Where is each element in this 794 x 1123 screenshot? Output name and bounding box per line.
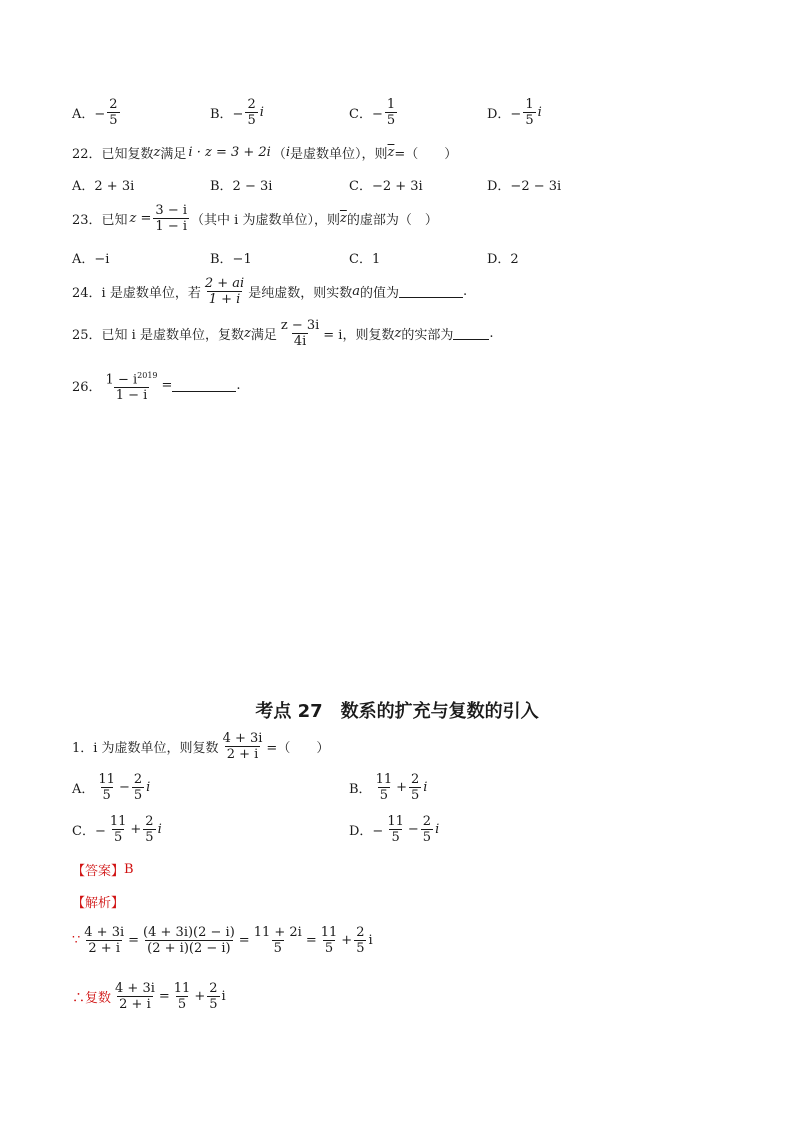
answer-blank[interactable] — [399, 285, 463, 298]
q23-option-d: D．2 — [487, 252, 519, 267]
q22-option-d: D．−2 − 3i — [487, 179, 562, 194]
q23-option-b: B．−1 — [210, 252, 252, 267]
fraction: $\frac{2}{5}$ — [109, 97, 118, 128]
fraction: $\frac{1}{5}$ — [525, 97, 534, 128]
question-25: 25．已知 i 是虚数单位，复数 z 满足 $\frac{z - 3i}{4i}$ = i，则复数 z 的实部为 . — [72, 318, 494, 349]
z-conjugate: $\overline{z}$ — [339, 211, 347, 226]
q22-option-a: A．2 + 3i — [72, 179, 135, 194]
option-label: A．− — [72, 107, 106, 122]
fraction: $\frac{1}{5}$ — [386, 97, 396, 128]
fraction: $\frac{2 + ai}{1 + i}$ — [204, 276, 245, 307]
analysis-tag: 【解析】 — [72, 896, 125, 911]
analysis-derivation: ∵ $\frac{4 + 3i}{2 + i}$ = $\frac{(4 + 3i)(2 - i)}{(2 + i)(2 - i)}$ = $\frac{11 + 2i}{5}$ = $\frac{11}{5}$ + $\frac{2}{5}$ i — [72, 925, 373, 956]
answer-tag: 【答案】 — [72, 864, 125, 879]
z-conjugate: $\overline{z}$ — [387, 145, 395, 160]
q1-option-d: D．− $\frac{11}{5}$ − $\frac{2}{5}$ i — [349, 814, 440, 845]
because-symbol: ∵ — [72, 933, 81, 948]
question-22: 22．已知复数 z 满足 i · z = 3 + 2i （ i 是虚数单位），则 $\overline{z}$ =（ ） — [72, 145, 458, 162]
fraction: $\frac{3 - i}{1 - i}$ — [155, 203, 188, 234]
answer-line — [72, 860, 134, 879]
q22-option-b: B．2 − 3i — [210, 179, 273, 194]
option-label: B．− — [210, 107, 244, 122]
option-a — [72, 97, 122, 128]
answer-value: B — [124, 862, 134, 877]
q1-option-a: A． $\frac{11}{5}$ − $\frac{2}{5}$ i — [72, 772, 151, 803]
question-26: 26． $\frac{1 - i^{2019}}{1 - i}$ = . — [72, 368, 241, 403]
fraction: $\frac{z - 3i}{4i}$ — [280, 318, 320, 349]
option-c — [349, 97, 399, 128]
fraction: $\frac{2}{5}$ — [247, 97, 256, 128]
fraction: $\frac{1 - i^{2019}}{1 - i}$ — [105, 371, 158, 404]
q1-option-b: B． $\frac{11}{5}$ + $\frac{2}{5}$ i — [349, 772, 428, 803]
option-label: D．− — [487, 107, 522, 122]
option-label: C．− — [349, 107, 383, 122]
question-23: 23．已知 z = $\frac{3 - i}{1 - i}$ （其中 i 为虚数单位），则 $\overline{z}$ 的虚部为（ ） — [72, 203, 438, 234]
q23-option-c: C．1 — [349, 252, 381, 267]
question-1: 1．i 为虚数单位，则复数 $\frac{4 + 3i}{2 + i}$ =（ ） — [72, 731, 330, 762]
q23-option-a: A．−i — [72, 252, 110, 267]
option-b: B．− $\frac{2}{5}$ i — [210, 97, 264, 128]
answer-blank[interactable] — [453, 327, 489, 340]
q1-option-c: C．− $\frac{11}{5}$ + $\frac{2}{5}$ i — [72, 814, 162, 845]
answer-blank[interactable] — [172, 379, 236, 392]
analysis-conclusion: ∴复数 $\frac{4 + 3i}{2 + i}$ = $\frac{11}{5}$ + $\frac{2}{5}$ i — [72, 981, 226, 1012]
section-title: 考点 27 数系的扩充与复数的引入 — [255, 701, 539, 722]
question-24: 24．i 是虚数单位，若 $\frac{2 + ai}{1 + i}$ 是纯虚数，则实数 a 的值为 . — [72, 276, 468, 307]
fraction: $\frac{4 + 3i}{2 + i}$ — [222, 731, 263, 762]
q22-option-c: C．−2 + 3i — [349, 179, 423, 194]
option-d: D．− $\frac{1}{5}$ i — [487, 97, 542, 128]
equation: i · z = 3 + 2i — [188, 145, 271, 160]
therefore-label: ∴复数 — [72, 991, 112, 1006]
